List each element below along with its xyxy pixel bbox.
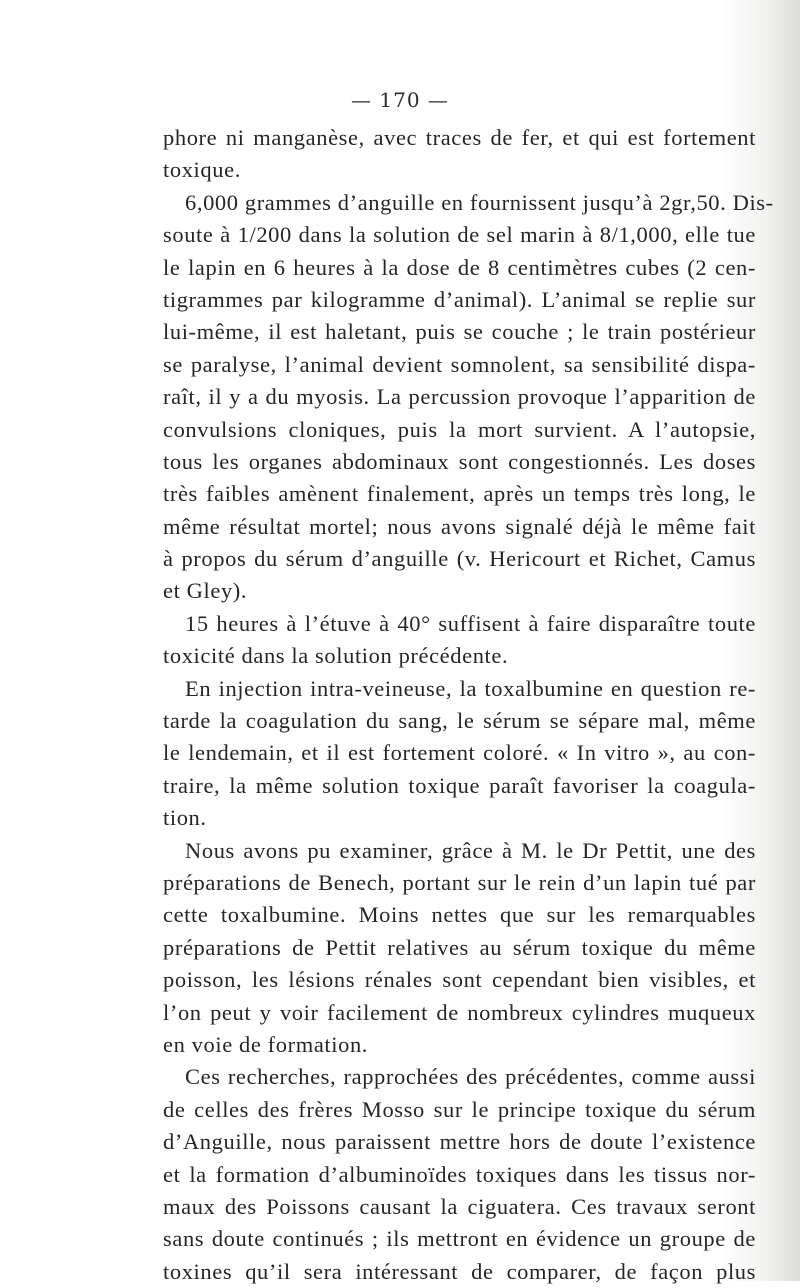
text-line: sans doute continués ; ils mettront en évidence un groupe de (163, 1226, 756, 1252)
text-line: et la formation d’albuminoïdes toxiques dans les tissus nor- (163, 1161, 756, 1187)
text-line: lui-même, il est haletant, puis se couche ; le train postérieur (163, 319, 756, 345)
text-line: toxicité dans la solution précédente. (163, 643, 509, 669)
text-line: 15 heures à l’étuve à 40° suffisent à faire disparaître toute (185, 610, 756, 636)
text-line: le lapin en 6 heures à la dose de 8 centimètres cubes (2 cen- (163, 254, 756, 280)
text-line: préparations de Benech, portant sur le rein d’un lapin tué par (163, 869, 756, 895)
text-line: et Gley). (163, 578, 248, 604)
text-line: toxique. (163, 157, 241, 183)
page-number: — 170 — (351, 88, 449, 112)
text-line: l’on peut y voir facilement de nombreux cylindres muqueux (163, 999, 756, 1025)
text-line: d’Anguille, nous paraissent mettre hors de doute l’existence (163, 1129, 756, 1155)
text-line: toxines qu’il sera intéressant de comparer, de façon plus (163, 1258, 756, 1284)
text-line: Ces recherches, rapprochées des précédentes, comme aussi (185, 1064, 756, 1090)
text-line: de celles des frères Mosso sur le principe toxique du sérum (163, 1096, 756, 1122)
text-line: à propos du sérum d’anguille (v. Hericourt et Richet, Camus (163, 546, 756, 572)
text-line: Nous avons pu examiner, grâce à M. le Dr Pettit, une des (185, 837, 756, 863)
body-text (163, 122, 774, 1288)
text-line: se paralyse, l’animal devient somnolent, sa sensibilité dispa- (163, 351, 756, 377)
text-line: très faibles amènent finalement, après un temps très long, le (163, 481, 756, 507)
text-line: tous les organes abdominaux sont congestionnés. Les doses (163, 448, 756, 474)
text-line: raît, il y a du myosis. La percussion provoque l’apparition de (163, 384, 756, 410)
text-line: en voie de formation. (163, 1031, 369, 1057)
text-line: préparations de Pettit relatives au sérum toxique du même (163, 934, 756, 960)
text-line: même résultat mortel; nous avons signalé déjà le même fait (163, 513, 756, 539)
text-line: traire, la même solution toxique paraît favoriser la coagula- (163, 772, 756, 798)
text-line: En injection intra-veineuse, la toxalbumine en question re- (185, 675, 756, 701)
text-line: cette toxalbumine. Moins nettes que sur les remarquables (163, 902, 756, 928)
text-line: poisson, les lésions rénales sont cependant bien visibles, et (163, 967, 756, 993)
text-line: tarde la coagulation du sang, le sérum se sépare mal, même (163, 708, 756, 734)
text-line: tion. (163, 805, 207, 831)
text-line: tigrammes par kilogramme d’animal). L’animal se replie sur (163, 286, 756, 312)
text-line: maux des Poissons causant la ciguatera. Ces travaux seront (163, 1193, 756, 1219)
text-line: 6,000 grammes d’anguille en fournissent jusqu’à 2gr,50. Dis- (185, 189, 774, 215)
text-line: le lendemain, et il est fortement coloré. « In vitro », au con- (163, 740, 756, 766)
text-line: soute à 1/200 dans la solution de sel marin à 8/1,000, elle tue (163, 222, 756, 248)
text-line: convulsions cloniques, puis la mort survient. A l’autopsie, (163, 416, 756, 442)
text-line: phore ni manganèse, avec traces de fer, et qui est fortement (163, 125, 756, 150)
